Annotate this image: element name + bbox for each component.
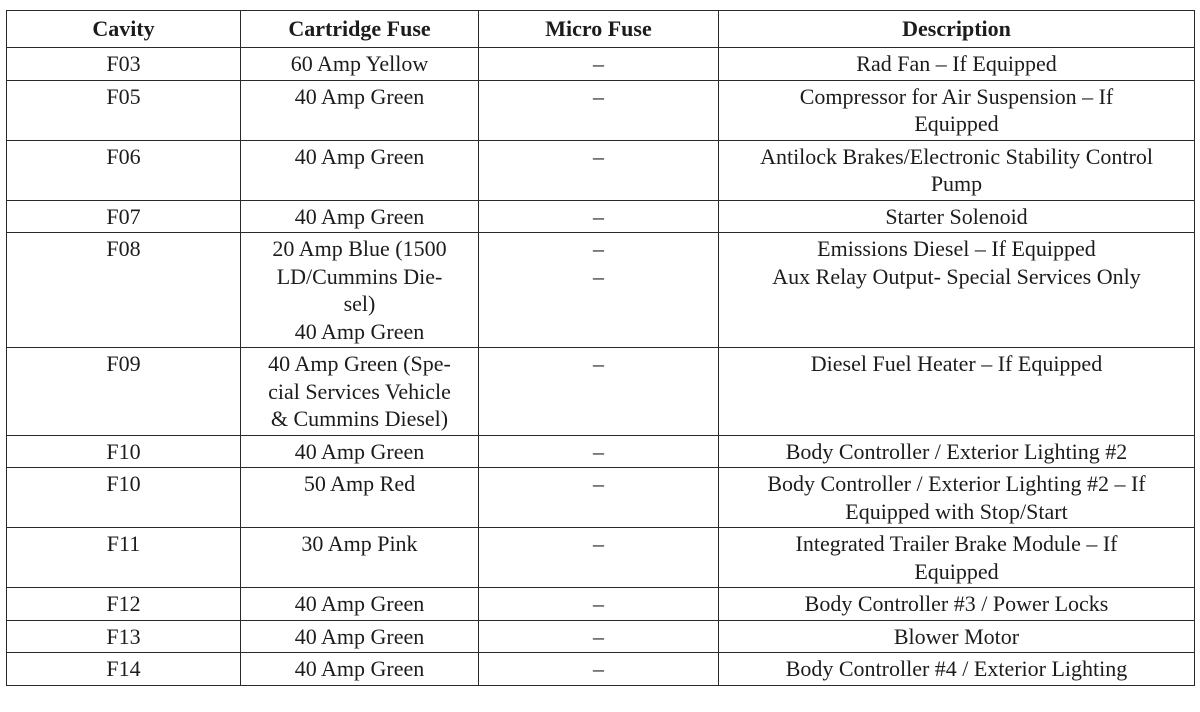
cartridge-fuse-cell-line: 60 Amp Yellow: [290, 51, 429, 76]
table-row: [7, 348, 1195, 436]
cavity-cell: F10: [7, 468, 241, 528]
cartridge-fuse-cell-line: cial Services Vehicle: [268, 378, 451, 404]
cavity-cell: F13: [7, 620, 241, 653]
description-cell-line: Emissions Diesel – If Equipped: [817, 236, 1096, 261]
description-cell-line: Body Controller / Exterior Lighting #2 – If: [767, 471, 1146, 496]
cartridge-fuse-cell-line: 40 Amp Green: [294, 591, 425, 616]
cartridge-fuse-cell-line: 40 Amp Green: [294, 438, 425, 464]
cartridge-fuse-cell-line: 20 Amp Blue (1500: [272, 236, 447, 261]
description-cell: [719, 653, 1195, 686]
header-micro-fuse: Micro Fuse: [479, 11, 719, 48]
table-row: [7, 620, 1195, 653]
cartridge-fuse-cell: [241, 588, 479, 621]
table-row: [7, 468, 1195, 528]
cavity-cell: F11: [7, 528, 241, 588]
micro-fuse-cell: [479, 653, 719, 686]
description-cell-line: Aux Relay Output- Special Services Only: [772, 263, 1141, 289]
cartridge-fuse-cell-line: 40 Amp Green: [294, 203, 425, 229]
table-row: [7, 200, 1195, 233]
cavity-cell: F09: [7, 348, 241, 436]
description-cell: [719, 468, 1195, 528]
micro-fuse-cell-line: –: [593, 531, 604, 556]
description-cell: [719, 528, 1195, 588]
cavity-cell: F08: [7, 233, 241, 348]
cartridge-fuse-cell: [241, 140, 479, 200]
cartridge-fuse-cell-line: & Cummins Diesel): [270, 406, 449, 431]
table-body: [7, 48, 1195, 686]
description-cell-line: Body Controller #3 / Power Locks: [804, 591, 1109, 616]
fuse-table: [6, 10, 1195, 686]
cavity-cell: F06: [7, 140, 241, 200]
description-cell-line: Blower Motor: [893, 623, 1020, 649]
cartridge-fuse-cell-line: 40 Amp Green: [294, 83, 425, 109]
cartridge-fuse-cell: [241, 653, 479, 686]
cartridge-fuse-cell-line: sel): [343, 291, 376, 316]
micro-fuse-cell-line: –: [593, 83, 604, 109]
micro-fuse-cell-line: –: [593, 471, 604, 496]
micro-fuse-cell-line: –: [593, 203, 604, 229]
description-cell: [719, 348, 1195, 436]
description-cell-line: Body Controller / Exterior Lighting #2: [785, 438, 1128, 464]
table-row: [7, 80, 1195, 140]
micro-fuse-cell-line: –: [593, 438, 604, 464]
cartridge-fuse-cell: [241, 80, 479, 140]
cartridge-fuse-cell-line: 50 Amp Red: [303, 471, 416, 496]
table-row: [7, 140, 1195, 200]
micro-fuse-cell: [479, 588, 719, 621]
cavity-cell: F07: [7, 200, 241, 233]
cartridge-fuse-cell: [241, 435, 479, 468]
description-cell: [719, 435, 1195, 468]
micro-fuse-cell: [479, 48, 719, 81]
cartridge-fuse-cell: [241, 233, 479, 348]
micro-fuse-cell: [479, 80, 719, 140]
cartridge-fuse-cell-line: 40 Amp Green: [294, 143, 425, 169]
cartridge-fuse-cell: [241, 200, 479, 233]
header-cartridge-fuse: Cartridge Fuse: [241, 11, 479, 48]
table-row: [7, 528, 1195, 588]
description-cell: [719, 620, 1195, 653]
cartridge-fuse-cell-line: 40 Amp Green: [294, 656, 425, 681]
cavity-cell: F03: [7, 48, 241, 81]
cartridge-fuse-cell: [241, 468, 479, 528]
description-cell: [719, 140, 1195, 200]
table-row: [7, 588, 1195, 621]
description-cell-line: Integrated Trailer Brake Module – If: [795, 531, 1118, 556]
description-cell-line: Diesel Fuel Heater – If Equipped: [810, 351, 1103, 376]
description-cell-line: Equipped: [914, 111, 999, 136]
header-cavity: Cavity: [7, 11, 241, 48]
description-cell: [719, 48, 1195, 81]
micro-fuse-cell: [479, 620, 719, 653]
cartridge-fuse-cell-line: 40 Amp Green (Spe-: [268, 351, 451, 376]
description-cell: [719, 588, 1195, 621]
cavity-cell: F10: [7, 435, 241, 468]
micro-fuse-cell: [479, 528, 719, 588]
micro-fuse-cell-line: –: [593, 263, 604, 289]
description-cell-line: Antilock Brakes/Electronic Stability Control: [760, 143, 1153, 169]
cartridge-fuse-cell-line: 30 Amp Pink: [301, 531, 418, 556]
description-cell-line: Body Controller #4 / Exterior Lighting: [785, 656, 1128, 681]
micro-fuse-cell-line: –: [593, 51, 604, 76]
micro-fuse-cell: [479, 468, 719, 528]
micro-fuse-cell: [479, 233, 719, 348]
micro-fuse-cell-line: –: [593, 591, 604, 616]
cartridge-fuse-cell-line: LD/Cummins Die-: [276, 263, 443, 289]
micro-fuse-cell-line: –: [593, 656, 604, 681]
micro-fuse-cell-line: –: [593, 236, 604, 261]
table-row: [7, 48, 1195, 81]
micro-fuse-cell-line: –: [593, 623, 604, 649]
table-header-row: [7, 11, 1195, 48]
cavity-cell: F12: [7, 588, 241, 621]
header-description: Description: [719, 11, 1195, 48]
description-cell: [719, 80, 1195, 140]
cartridge-fuse-cell: [241, 620, 479, 653]
cartridge-fuse-cell-line: 40 Amp Green: [294, 623, 425, 649]
description-cell: [719, 233, 1195, 348]
cavity-cell: F14: [7, 653, 241, 686]
description-cell-line: Equipped with Stop/Start: [845, 498, 1068, 524]
table-row: [7, 233, 1195, 348]
micro-fuse-cell: [479, 435, 719, 468]
cartridge-fuse-cell: [241, 528, 479, 588]
description-cell-line: Compressor for Air Suspension – If: [799, 83, 1114, 109]
description-cell-line: Pump: [930, 171, 983, 196]
description-cell-line: Equipped: [914, 558, 999, 584]
description-cell-line: Starter Solenoid: [885, 203, 1028, 229]
description-cell: [719, 200, 1195, 233]
micro-fuse-cell-line: –: [593, 143, 604, 169]
micro-fuse-cell: [479, 140, 719, 200]
description-cell-line: Rad Fan – If Equipped: [856, 51, 1057, 76]
table-row: [7, 435, 1195, 468]
cartridge-fuse-cell-line: 40 Amp Green: [294, 318, 425, 344]
micro-fuse-cell: [479, 348, 719, 436]
micro-fuse-cell: [479, 200, 719, 233]
micro-fuse-cell-line: –: [593, 351, 604, 376]
cartridge-fuse-cell: [241, 348, 479, 436]
cartridge-fuse-cell: [241, 48, 479, 81]
cavity-cell: F05: [7, 80, 241, 140]
table-row: [7, 653, 1195, 686]
